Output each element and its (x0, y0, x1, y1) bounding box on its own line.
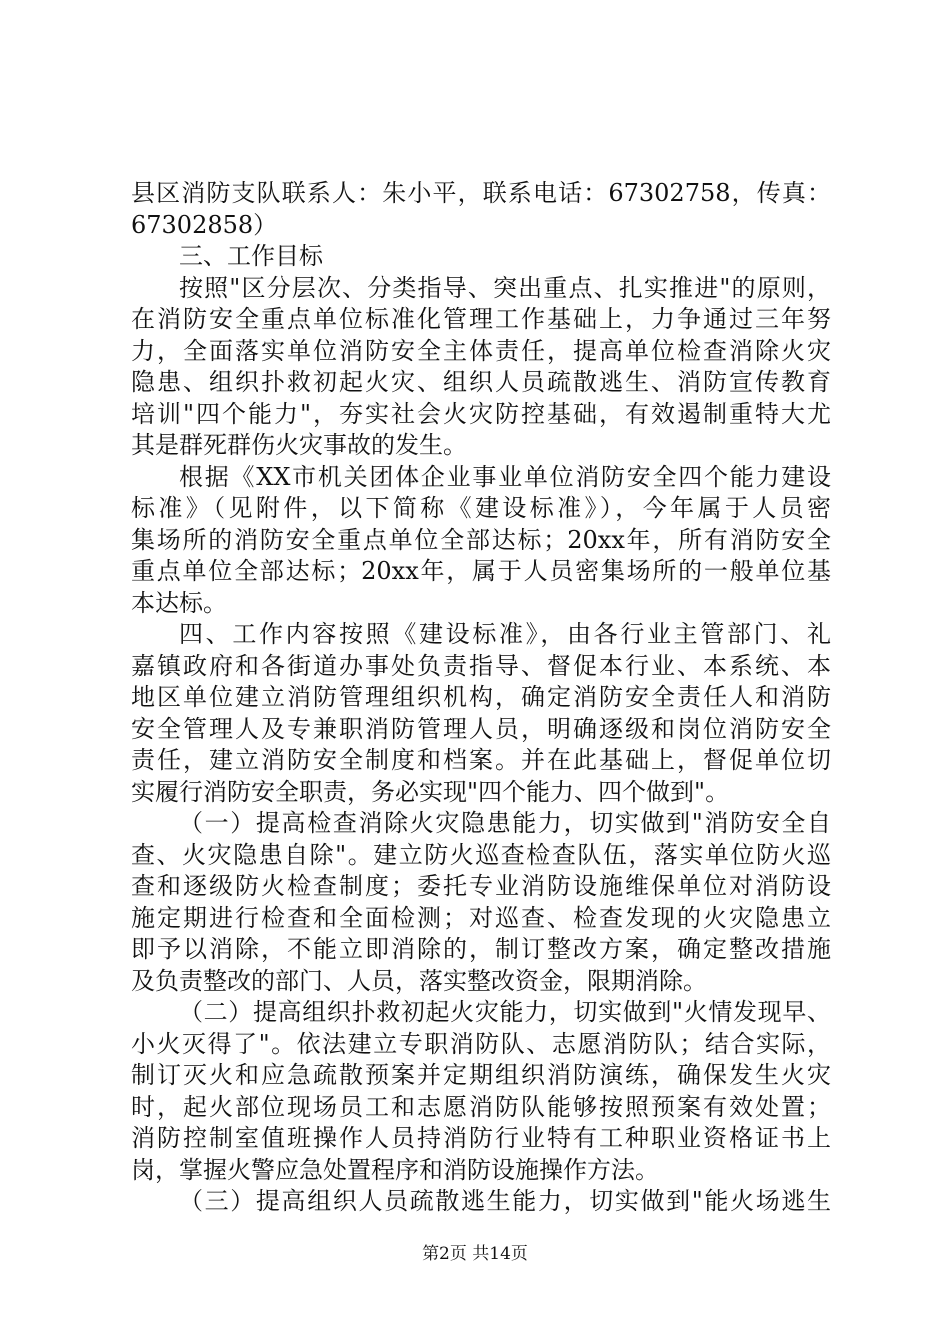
section-heading: 三、工作目标 (179, 242, 323, 270)
text-line: 标准》（见附件，以下简称《建设标准》），今年属于人员密 (131, 494, 831, 522)
text-line: 力，全面落实单位消防安全主体责任，提高单位检查消除火灾 (131, 336, 831, 365)
text-line: 67302858） (131, 210, 278, 239)
text-line: 县区消防支队联系人：朱小平，联系电话：67302758，传真： (131, 179, 831, 207)
text-line: 责任，建立消防安全制度和档案。并在此基础上，督促单位切 (131, 746, 831, 774)
text-line: 查和逐级防火检查制度；委托专业消防设施维保单位对消防设 (131, 872, 831, 900)
text-line: 岗，掌握火警应急处置程序和消防设施操作方法。 (131, 1155, 659, 1184)
paragraph-first-line: （一）提高检查消除火灾隐患能力，切实做到"消防安全自 (179, 809, 831, 837)
text-line: 嘉镇政府和各街道办事处负责指导、督促本行业、本系统、本 (131, 651, 831, 680)
text-line: 本达标。 (131, 588, 227, 617)
text-line: 查、火灾隐患自除"。建立防火巡查检查队伍，落实单位防火巡 (131, 840, 831, 869)
text-line: 地区单位建立消防管理组织机构，确定消防安全责任人和消防 (131, 683, 831, 711)
paragraph-first-line: 根据《XX市机关团体企业事业单位消防安全四个能力建设 (179, 462, 831, 491)
text-line: 施定期进行检查和全面检测；对巡查、检查发现的火灾隐患立 (131, 903, 831, 932)
paragraph-first-line: 四、工作内容按照《建设标准》，由各行业主管部门、礼 (179, 620, 831, 648)
text-line: 在消防安全重点单位标准化管理工作基础上，力争通过三年努 (131, 305, 831, 333)
text-line: 即予以消除，不能立即消除的，制订整改方案，确定整改措施 (131, 935, 831, 963)
page-number-footer: 第2页 共14页 (422, 1244, 528, 1264)
text-line: 安全管理人及专兼职消防管理人员，明确逐级和岗位消防安全 (131, 714, 831, 743)
text-line: 培训"四个能力"，夯实社会火灾防控基础，有效遏制重特大尤 (131, 399, 831, 428)
paragraph-first-line: （二）提高组织扑救初起火灾能力，切实做到"火情发现早、 (179, 998, 831, 1026)
text-line: 其是群死群伤火灾事故的发生。 (131, 431, 467, 459)
text-line: 消防控制室值班操作人员持消防行业特有工种职业资格证书上 (131, 1124, 831, 1152)
paragraph-first-line: （三）提高组织人员疏散逃生能力，切实做到"能火场逃生 (179, 1187, 831, 1215)
text-line: 集场所的消防安全重点单位全部达标；20xx年，所有消防安全 (131, 525, 831, 554)
text-line: 及负责整改的部门、人员，落实整改资金，限期消除。 (131, 966, 707, 995)
text-line: 小火灭得了"。依法建立专职消防队、志愿消防队；结合实际， (131, 1029, 831, 1058)
text-line: 重点单位全部达标；20xx年，属于人员密集场所的一般单位基 (131, 557, 831, 585)
text-line: 隐患、组织扑救初起火灾、组织人员疏散逃生、消防宣传教育 (131, 368, 831, 396)
document-body (131, 178, 831, 1218)
paragraph-first-line: 按照"区分层次、分类指导、突出重点、扎实推进"的原则， (179, 273, 831, 302)
text-line: 实履行消防安全职责，务必实现"四个能力、四个做到"。 (131, 777, 730, 806)
text-line: 时，起火部位现场员工和志愿消防队能够按照预案有效处置； (131, 1092, 831, 1121)
text-line: 制订灭火和应急疏散预案并定期组织消防演练，确保发生火灾 (131, 1061, 831, 1089)
